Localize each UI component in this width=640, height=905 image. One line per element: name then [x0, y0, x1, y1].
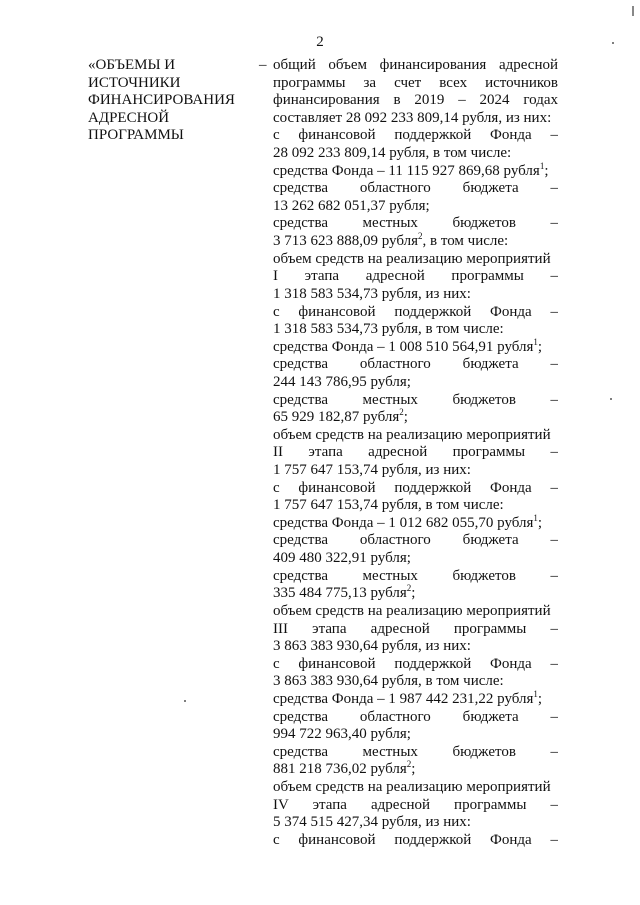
text-line	[273, 726, 558, 744]
text-line-content: 3 713 623 888,09 рубля	[273, 233, 418, 250]
text-line-content: 65 929 182,87 рубля	[273, 409, 400, 426]
text-line-content: средства областного бюджета –	[273, 180, 558, 197]
heading-line: АДРЕСНОЙ	[88, 109, 170, 126]
text-line	[273, 198, 558, 216]
text-line	[273, 638, 558, 656]
scan-speck	[184, 700, 186, 702]
footnote-marker: 1	[533, 336, 538, 347]
text-line-content: 3 863 383 930,64 рубля, из них:	[273, 638, 471, 655]
text-line-content: средства областного бюджета –	[273, 356, 558, 373]
text-line-content: III этапа адресной программы –	[273, 620, 558, 637]
text-line-content: средства Фонда – 11 115 927 869,68 рубля	[273, 162, 540, 179]
text-line	[273, 75, 558, 93]
text-line-content: средства местных бюджетов –	[273, 567, 558, 584]
section-heading	[88, 57, 258, 145]
text-line	[273, 304, 558, 322]
text-line-suffix: ;	[537, 690, 543, 707]
scan-speck	[612, 42, 614, 44]
text-line	[273, 160, 558, 181]
text-line	[273, 180, 558, 198]
text-line	[273, 709, 558, 727]
text-line-content: средства Фонда – 1 008 510 564,91 рубля	[273, 338, 534, 355]
text-line-content: объем средств на реализацию мероприятий	[273, 602, 551, 619]
text-line	[273, 233, 558, 251]
text-line	[273, 268, 558, 286]
text-line	[273, 761, 558, 779]
text-line-content: 994 722 963,40 рубля;	[273, 726, 411, 743]
text-line	[273, 568, 558, 586]
text-line-content: с финансовой поддержкой Фонда –	[273, 479, 558, 496]
text-line	[273, 673, 558, 691]
text-line-content: II этапа адресной программы –	[273, 444, 558, 461]
text-line-suffix: ;	[403, 409, 408, 426]
text-line	[273, 392, 558, 410]
text-line	[273, 409, 558, 427]
text-line	[273, 688, 558, 709]
text-line	[273, 110, 558, 128]
text-line-content: 1 757 647 153,74 рубля, в том числе:	[273, 497, 504, 514]
heading-line: ИСТОЧНИКИ	[88, 74, 181, 91]
text-line	[273, 356, 558, 374]
text-line-content: I этапа адресной программы –	[273, 268, 558, 285]
text-line-content: 5 374 515 427,34 рубля, из них:	[273, 814, 471, 831]
text-line	[273, 286, 558, 304]
text-line	[273, 814, 558, 832]
text-line-content: с финансовой поддержкой Фонда –	[273, 655, 558, 672]
text-line-content: программы за счет всех источников	[273, 74, 558, 91]
text-line-content: объем средств на реализацию мероприятий	[273, 250, 551, 267]
text-line-content: объем средств на реализацию мероприятий	[273, 426, 551, 443]
text-line	[273, 215, 558, 233]
text-line-content: 335 484 775,13 рубля	[273, 585, 407, 602]
text-line-content: объем средств на реализацию мероприятий	[273, 778, 551, 795]
text-line-content: с финансовой поддержкой Фонда –	[273, 831, 558, 848]
text-line	[273, 621, 558, 639]
footnote-marker: 1	[539, 160, 545, 171]
text-line-content: 409 480 322,91 рубля;	[273, 550, 411, 567]
text-line	[273, 251, 558, 269]
text-line	[273, 779, 558, 797]
list-dash: –	[259, 57, 267, 73]
heading-line: «ОБЪЕМЫ И	[88, 57, 176, 73]
text-line	[273, 480, 558, 498]
scan-speck	[610, 398, 612, 400]
text-line	[273, 550, 558, 568]
text-line-suffix: ;	[411, 585, 416, 602]
text-line	[273, 797, 558, 815]
text-line	[273, 512, 558, 533]
heading-line: ФИНАНСИРОВАНИЯ	[88, 92, 235, 109]
text-line-content: средства Фонда – 1 012 682 055,70 рубля	[273, 514, 534, 531]
text-line-content: общий объем финансирования адресной	[273, 57, 558, 73]
footnote-marker: 2	[418, 231, 423, 242]
text-line-suffix: ;	[544, 162, 549, 179]
text-line	[273, 57, 558, 75]
funding-text	[273, 57, 558, 849]
text-line-suffix: , в том числе:	[422, 233, 509, 250]
text-line	[273, 462, 558, 480]
text-line-content: средства местных бюджетов –	[273, 215, 558, 232]
text-line	[273, 444, 558, 462]
text-line	[273, 336, 558, 357]
text-line	[273, 321, 558, 339]
text-line-content: средства областного бюджета –	[273, 532, 558, 549]
footnote-marker: 2	[406, 583, 412, 594]
text-line	[273, 656, 558, 674]
text-line	[273, 92, 558, 110]
page-number: 2	[316, 34, 324, 50]
text-line-content: 1 757 647 153,74 рубля, из них:	[273, 462, 471, 479]
text-line	[273, 744, 558, 762]
text-line-content: 881 218 736,02 рубля	[273, 761, 407, 778]
text-line-content: 244 143 786,95 рубля;	[273, 373, 411, 390]
text-line	[273, 532, 558, 550]
text-line-content: составляет 28 092 233 809,14 рубля, из них:	[273, 109, 552, 126]
scan-edge-mark	[632, 6, 634, 16]
footnote-marker: 2	[406, 759, 412, 770]
text-line-content: 3 863 383 930,64 рубля, в том числе:	[273, 673, 504, 690]
text-line	[273, 374, 558, 392]
text-line-content: 28 092 233 809,14 рубля, в том числе:	[273, 145, 512, 162]
text-line-content: средства областного бюджета –	[273, 708, 558, 725]
footnote-marker: 1	[533, 688, 538, 699]
footnote-marker: 1	[533, 512, 538, 523]
text-line	[273, 427, 558, 445]
text-line-content: IV этапа адресной программы –	[273, 796, 558, 813]
text-line	[273, 832, 558, 850]
text-line-suffix: ;	[537, 514, 543, 531]
text-line-content: с финансовой поддержкой Фонда –	[273, 303, 558, 320]
text-line-content: 13 262 682 051,37 рубля;	[273, 197, 430, 214]
text-line-content: 1 318 583 534,73 рубля, из них:	[273, 285, 471, 302]
text-line-content: средства местных бюджетов –	[273, 391, 558, 408]
footnote-marker: 2	[399, 407, 404, 418]
text-line-suffix: ;	[537, 338, 543, 355]
text-line	[273, 145, 558, 163]
text-line-content: средства Фонда – 1 987 442 231,22 рубля	[273, 690, 534, 707]
text-line-suffix: ;	[411, 761, 416, 778]
text-line-content: финансирования в 2019 – 2024 годах	[273, 92, 558, 109]
text-line	[273, 127, 558, 145]
heading-line: ПРОГРАММЫ	[88, 127, 184, 144]
text-line	[273, 603, 558, 621]
text-line-content: 1 318 583 534,73 рубля, в том числе:	[273, 321, 504, 338]
text-line	[273, 585, 558, 603]
text-line-content: с финансовой поддержкой Фонда –	[273, 127, 558, 144]
text-line	[273, 497, 558, 515]
text-line-content: средства местных бюджетов –	[273, 743, 558, 760]
